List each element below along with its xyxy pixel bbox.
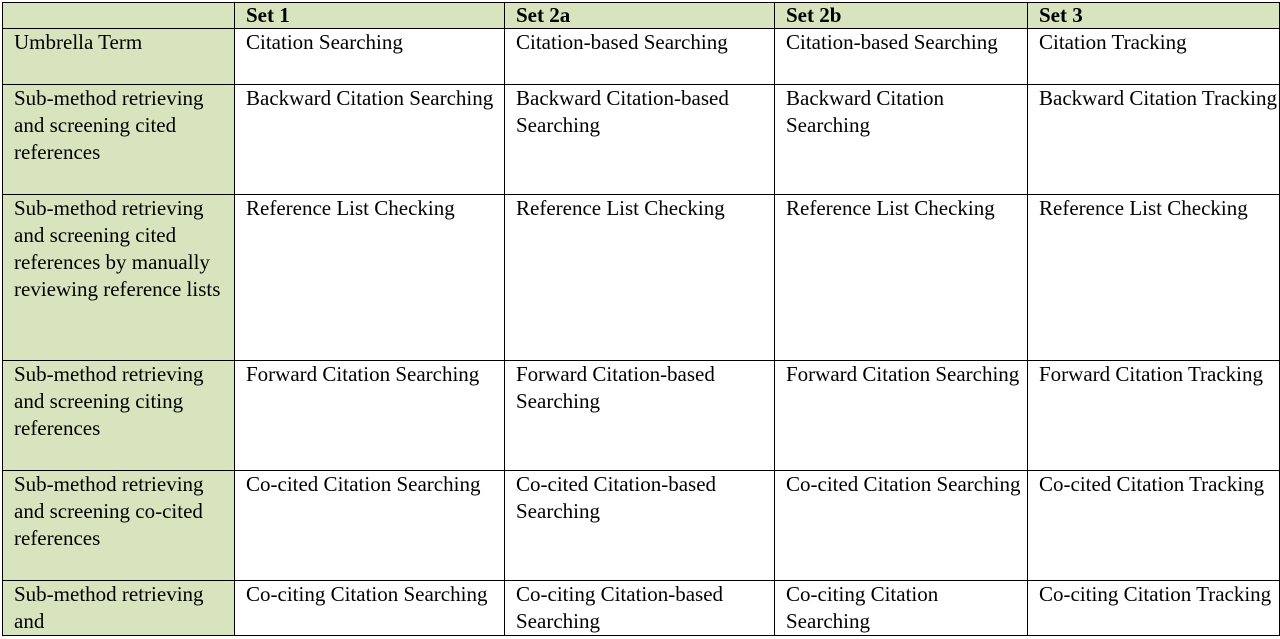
table-cell: Co-citing Citation Searching — [775, 581, 1028, 636]
table-cell: Citation-based Searching — [505, 29, 775, 85]
row-label: Sub-method retrieving and screening cited references — [3, 85, 235, 195]
table-cell: Co-citing Citation Searching — [235, 581, 505, 636]
table-row — [3, 195, 1280, 361]
row-label: Sub-method retrieving and screening citing references — [3, 361, 235, 471]
table-cell: Citation-based Searching — [775, 29, 1028, 85]
table-cell: Reference List Checking — [1028, 195, 1280, 361]
terminology-table — [2, 2, 1280, 636]
table-cell: Forward Citation Searching — [775, 361, 1028, 471]
table-row — [3, 29, 1280, 85]
table-header-row — [3, 3, 1280, 29]
table-cell: Citation Tracking — [1028, 29, 1280, 85]
table-cell: Reference List Checking — [775, 195, 1028, 361]
table-cell: Backward Citation Tracking — [1028, 85, 1280, 195]
table-cell: Backward Citation Searching — [235, 85, 505, 195]
table-row — [3, 471, 1280, 581]
row-label: Sub-method retrieving and — [3, 581, 235, 636]
table-cell: Forward Citation Tracking — [1028, 361, 1280, 471]
table-cell: Reference List Checking — [235, 195, 505, 361]
header-cell-corner — [3, 3, 235, 29]
table-row — [3, 85, 1280, 195]
table-cell: Forward Citation-based Searching — [505, 361, 775, 471]
row-label: Sub-method retrieving and screening co-cited references — [3, 471, 235, 581]
table-cell: Backward Citation Searching — [775, 85, 1028, 195]
table-row — [3, 581, 1280, 636]
table-cell: Forward Citation Searching — [235, 361, 505, 471]
table-cell: Co-cited Citation Searching — [775, 471, 1028, 581]
table-cell: Co-cited Citation Searching — [235, 471, 505, 581]
table-cell: Reference List Checking — [505, 195, 775, 361]
table-cell: Co-cited Citation Tracking — [1028, 471, 1280, 581]
table-cell: Backward Citation-based Searching — [505, 85, 775, 195]
header-cell-set-2b: Set 2b — [775, 3, 1028, 29]
header-cell-set-2a: Set 2a — [505, 3, 775, 29]
header-cell-set-1: Set 1 — [235, 3, 505, 29]
header-cell-set-3: Set 3 — [1028, 3, 1280, 29]
row-label: Sub-method retrieving and screening cited references by manually reviewing reference lists — [3, 195, 235, 361]
row-label: Umbrella Term — [3, 29, 235, 85]
table-cell: Co-citing Citation Tracking — [1028, 581, 1280, 636]
table-cell: Citation Searching — [235, 29, 505, 85]
table-cell: Co-cited Citation-based Searching — [505, 471, 775, 581]
table-row — [3, 361, 1280, 471]
table-cell: Co-citing Citation-based Searching — [505, 581, 775, 636]
